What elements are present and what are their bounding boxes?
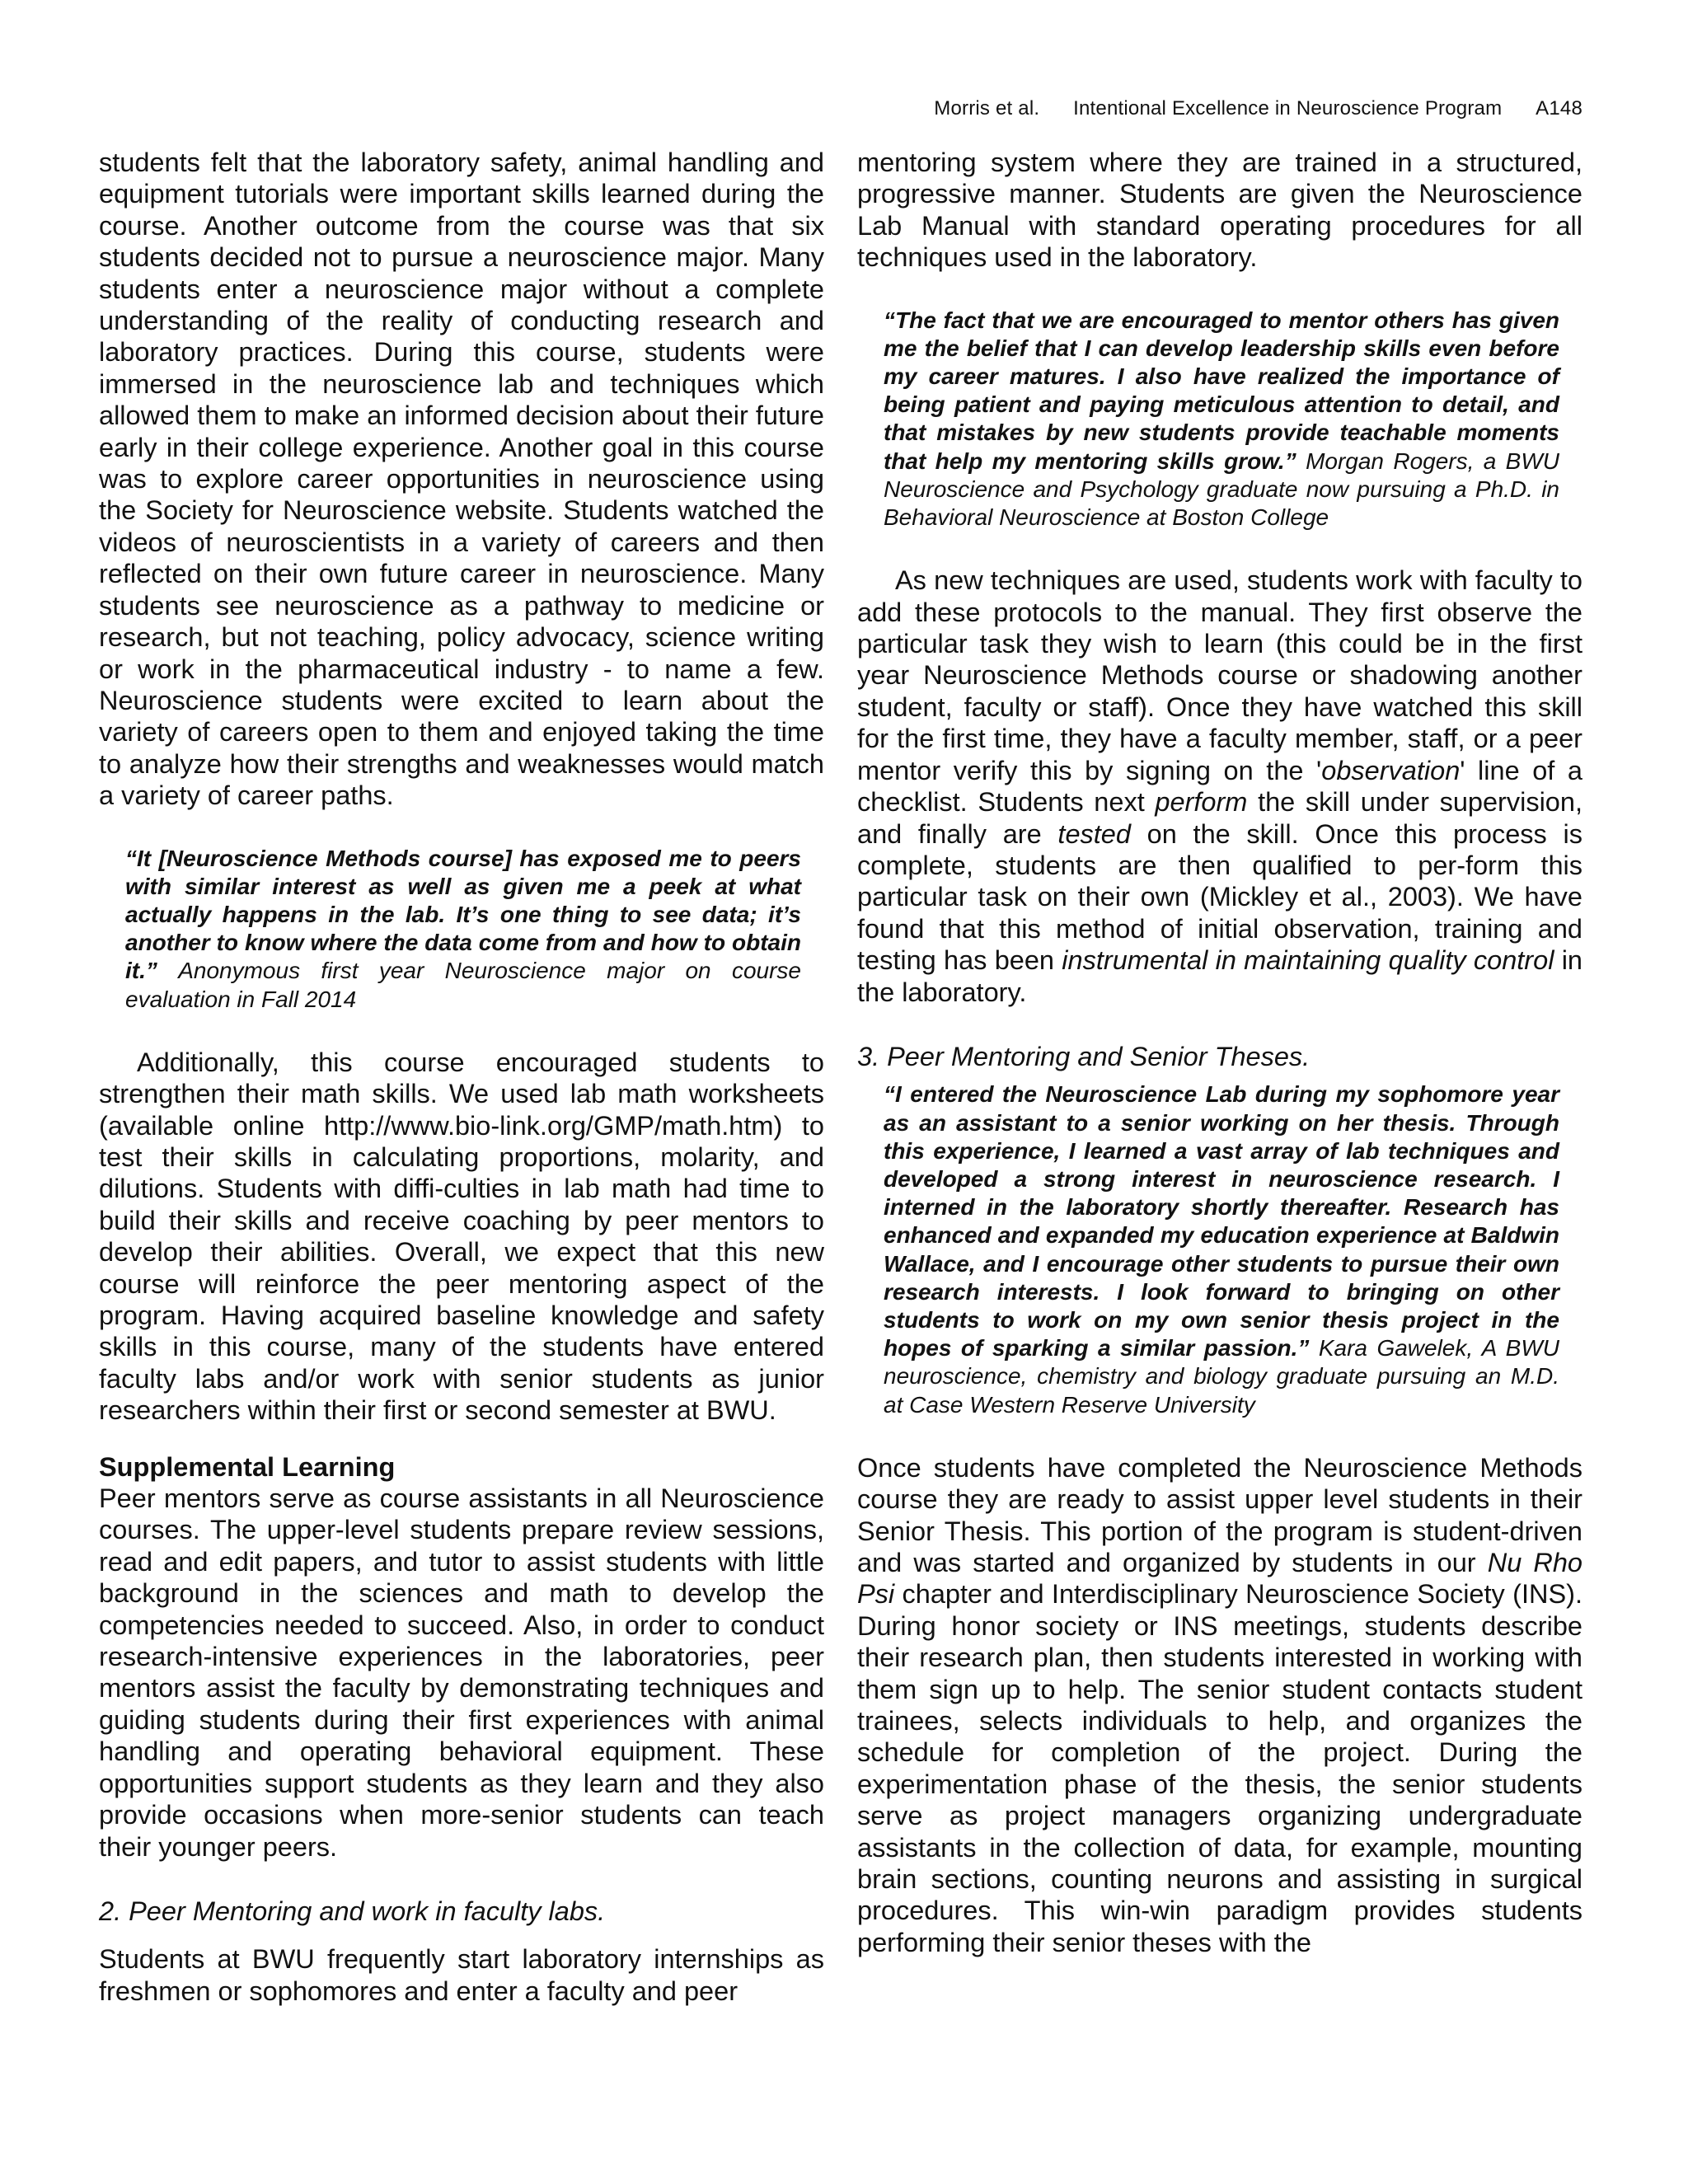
emphasis-text: observation — [1321, 755, 1461, 785]
right-column — [857, 147, 1582, 1958]
quote-text: “I entered the Neuroscience Lab during my sophomore year as an assistant to a senior working on her thesis. Through this experience, I learned a vast array of lab techniques and developed a strong interest in neuroscience research. I interned in the laboratory shortly thereafter. Research has enhanced and expanded my education experience at Baldwin Wallace, and I encourage other students to pursue their own research interests. I look forward to bringing on other students to work on my own senior thesis project in the hopes of sparking a similar passion.” — [884, 1081, 1559, 1361]
student-quote — [125, 845, 801, 1014]
body-paragraph: Once students have completed the Neuroscience Methods course they are ready to assist upper level students in their Senior Thesis. This portion of the program is student-driven and was started and organized by students in our Nu Rho Psi chapter and Interdisciplinary Neuroscience Society (INS). During honor society or INS meetings, students describe their research plan, then students interested in working with them sign up to help. The senior student contacts student trainees, selects individuals to help, and organizes the schedule for completion of the project. During the experimentation phase of the thesis, the senior students serve as project managers organizing undergraduate assistants in the collection of data, for example, mounting brain sections, counting neurons and assisting in surgical procedures. This win-win paradigm provides students performing their senior theses with the — [857, 1452, 1583, 1957]
header-authors: Morris et al. — [934, 97, 1040, 120]
student-quote — [884, 307, 1559, 532]
section-heading: Supplemental Learning — [99, 1451, 396, 1482]
header-title: Intentional Excellence in Neuroscience Program — [1073, 97, 1503, 120]
running-header — [934, 97, 1582, 120]
left-column — [99, 147, 824, 2007]
section-heading: 3. Peer Mentoring and Senior Theses. — [857, 1041, 1311, 1071]
section-heading: 2. Peer Mentoring and work in faculty labs. — [99, 1896, 606, 1926]
quote-attribution: Morgan Rogers, a BWU Neuroscience and Psychology graduate now pursuing a Ph.D. in Behavioral Neuroscience at Boston College — [884, 448, 1560, 531]
emphasis-text: Nu Rho Psi — [857, 1548, 1583, 1610]
header-page-number: A148 — [1536, 97, 1582, 120]
quote-text: “The fact that we are encouraged to mentor others has given me the belief that I can develop leadership skills even before my career matures. I also have realized the importance of being patient and paying meticulous attention to detail, and that mistakes by new students provide teachable moments that help my mentoring skills grow.” — [884, 307, 1559, 474]
quote-attribution: Kara Gawelek, A BWU neuroscience, chemistry and biology graduate pursuing an M.D. at Case Western Reserve University — [884, 1335, 1560, 1418]
body-paragraph: students felt that the laboratory safety, animal handling and equipment tutorials were important skills learned during the course. Another outcome from the course was that six students decided not to pursue a neuroscience major. Many students enter a neuroscience major without a complete understanding of the reality of conducting research and laboratory practices. During this course, students were immersed in the neuroscience lab and techniques which allowed them to make an informed decision about their future early in their college experience. Another goal in this course was to explore career opportunities in neuroscience using the Society for Neuroscience website. Students watched the videos of neuroscientists in a variety of careers and then reflected on their own future career in neuroscience. Many students see neuroscience as a pathway to medicine or research, but not teaching, policy advocacy, science writing or work in the pharmaceutical industry - to name a few. Neuroscience students were excited to learn about the variety of careers open to them and enjoyed taking the time to analyze how their strengths and weaknesses would match a variety of career paths. — [99, 148, 824, 811]
body-paragraph: mentoring system where they are trained in a structured, progressive manner. Students are given the Neuroscience Lab Manual with standard operating procedures for all techniques used in the laboratory. — [857, 148, 1582, 273]
emphasis-text: instrumental in maintaining quality control — [1062, 945, 1554, 976]
student-quote — [884, 1080, 1559, 1418]
body-paragraph: Additionally, this course encouraged students to strengthen their math skills. We used lab math worksheets (available online http://www.bio-link.org/GMP/math.htm) to test their skills in calculating proportions, molarity, and dilutions. Students with diffi-culties in lab math had time to build their skills and receive coaching by peer mentors to develop their abilities. Overall, we expect that this new course will reinforce the peer mentoring aspect of the program. Having acquired baseline knowledge and safety skills in this course, many of the students have entered faculty labs and/or work with senior students as junior researchers within their first or second semester at BWU. — [99, 1047, 824, 1426]
body-paragraph: Students at BWU frequently start laboratory internships as freshmen or sophomores and enter a faculty and peer — [99, 1944, 824, 2006]
emphasis-text: perform — [1155, 787, 1248, 818]
body-paragraph: Peer mentors serve as course assistants in all Neuroscience courses. The upper-level students prepare review sessions, read and edit papers, and tutor to assist students with little background in the sciences and math to develop the competencies needed to succeed. Also, in order to conduct research-intensive experiences in the laboratories, peer mentors assist the faculty by demonstrating techniques and guiding students during their first experiences with animal handling and operating behavioral equipment. These opportunities support students as they learn and they also provide occasions when more-senior students can teach their younger peers. — [99, 1483, 824, 1862]
quote-attribution: Anonymous first year Neuroscience major on course evaluation in Fall 2014 — [125, 958, 801, 1012]
body-paragraph: As new techniques are used, students work with faculty to add these protocols to the manual. They first observe the particular task they wish to learn (this could be in the first year Neuroscience Methods course or shadowing another student, faculty or staff). Once they have watched this skill for the first time, they have a faculty member, staff, or a peer mentor verify this by signing on the 'observation' line of a checklist. Students next perform the skill under supervision, and finally are tested on the skill. Once this process is complete, students are then qualified to per-form this particular task on their own (Mickley et al., 2003). We have found that this method of initial observation, training and testing has been instrumental in maintaining quality control in the laboratory. — [857, 565, 1583, 1007]
emphasis-text: tested — [1057, 818, 1131, 849]
quote-text: “It [Neuroscience Methods course] has exposed me to peers with similar interest as well as given me a peek at what actually happens in the lab. It’s one thing to see data; it’s another to know where the data come from and how to obtain it.” — [125, 845, 801, 984]
